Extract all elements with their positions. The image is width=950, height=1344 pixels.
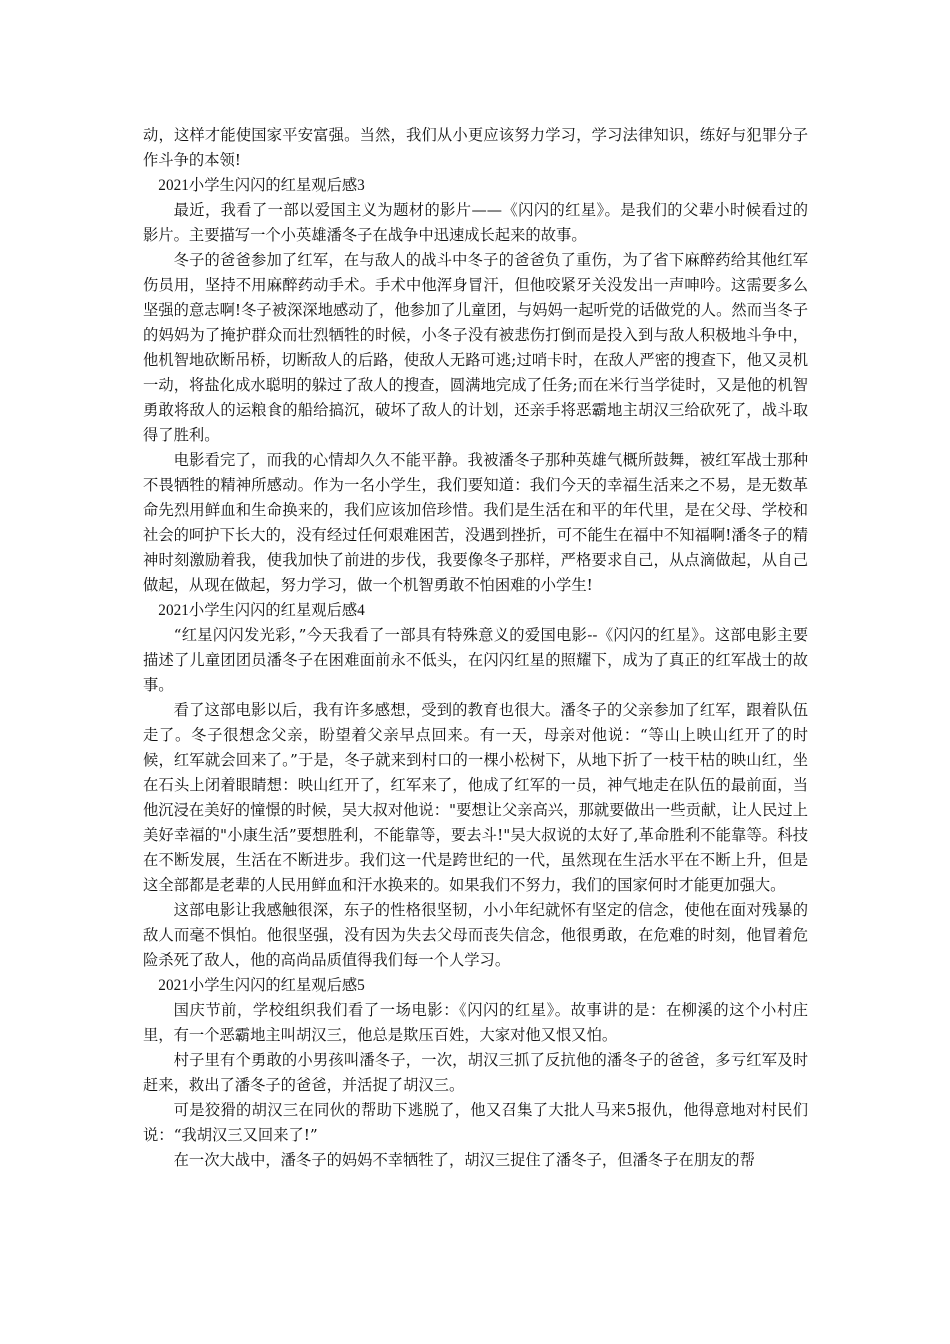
paragraph: 电影看完了，而我的心情却久久不能平静。我被潘冬子那种英雄气概所鼓舞，被红军战士那种不畏牺牲的精神所感动。作为一名小学生，我们要知道：我们今天的幸福生活来之不易，是无数革命先烈用鲜血和生命换来的，我们应该加倍珍惜。我们是生活在和平的年代里，是在父母、学校和社会的呵护下长大的，没有经过任何艰难困苦，没遇到挫折，可不能生在福中不知福啊!潘冬子的精神时刻激励着我，使我加快了前进的步伐，我要像冬子那样，严格要求自己，从点滴做起，从自己做起，从现在做起，努力学习，做一个机智勇敢不怕困难的小学生!	[143, 451, 808, 594]
paragraph: 村子里有个勇敢的小男孩叫潘冬子，一次，胡汉三抓了反抗他的潘冬子的爸爸，多亏红军及时赶来，救出了潘冬子的爸爸，并活捉了胡汉三。	[143, 1051, 808, 1094]
paragraph: 最近，我看了一部以爱国主义为题材的影片——《闪闪的红星》。是我们的父辈小时候看过的影片。主要描写一个小英雄潘冬子在战争中迅速成长起来的故事。	[143, 201, 808, 244]
paragraph: 冬子的爸爸参加了红军，在与敌人的战斗中冬子的爸爸负了重伤，为了省下麻醉药给其他红军伤员用，坚持不用麻醉药动手术。手术中他浑身冒汗，但他咬紧牙关没发出一声呻吟。这需要多么坚强的意志啊!冬子被深深地感动了，他参加了儿童团，与妈妈一起听党的话做党的人。然而当冬子的妈妈为了掩护群众而壮烈牺牲的时候，小冬子没有被悲伤打倒而是投入到与敌人积极地斗争中，他机智地砍断吊桥，切断敌人的后路，使敌人无路可逃;过哨卡时，在敌人严密的搜查下，他又灵机一动，将盐化成水聪明的躲过了敌人的搜查，圆满地完成了任务;而在米行当学徒时，又是他的机智勇敢将敌人的运粮食的船给搞沉，破坏了敌人的计划，还亲手将恶霸地主胡汉三给砍死了，战斗取得了胜利。	[143, 251, 808, 444]
section-heading: 2021小学生闪闪的红星观后感3	[158, 177, 365, 194]
document-body	[143, 123, 808, 1173]
paragraph: 在一次大战中，潘冬子的妈妈不幸牺牲了，胡汉三捉住了潘冬子，但潘冬子在朋友的帮	[173, 1151, 755, 1169]
paragraph: 动，这样才能使国家平安富强。当然，我们从小更应该努力学习，学习法律知识，练好与犯罪分子作斗争的本领!	[143, 126, 808, 169]
section-heading: 2021小学生闪闪的红星观后感5	[158, 977, 365, 994]
paragraph: 国庆节前，学校组织我们看了一场电影：《闪闪的红星》。故事讲的是：在柳溪的这个小村庄里，有一个恶霸地主叫胡汉三，他总是欺压百姓，大家对他又恨又怕。	[143, 1001, 808, 1044]
paragraph: 这部电影让我感触很深，东子的性格很坚韧，小小年纪就怀有坚定的信念，使他在面对残暴的敌人而毫不惧怕。他很坚强，没有因为失去父母而丧失信念，他很勇敢，在危难的时刻，他冒着危险杀死了敌人，他的高尚品质值得我们每一个人学习。	[143, 901, 808, 969]
paragraph: 可是狡猾的胡汉三在同伙的帮助下逃脱了，他又召集了大批人马来5报仇，他得意地对村民们说：“我胡汉三又回来了!”	[143, 1101, 808, 1144]
paragraph: “红星闪闪发光彩，”今天我看了一部具有特殊意义的爱国电影--《闪闪的红星》。这部电影主要描述了儿童团团员潘冬子在困难面前永不低头，在闪闪红星的照耀下，成为了真正的红军战士的故事。	[143, 626, 808, 694]
paragraph: 看了这部电影以后，我有许多感想，受到的教育也很大。潘冬子的父亲参加了红军，跟着队伍走了。冬子很想念父亲，盼望着父亲早点回来。有一天，母亲对他说：“等山上映山红开了的时候，红军就会回来了。”于是，冬子就来到村口的一棵小松树下，从地下折了一枝干枯的映山红，坐在石头上闭着眼睛想：映山红开了，红军来了，他成了红军的一员，神气地走在队伍的最前面，当他沉浸在美好的憧憬的时候，吴大叔对他说："要想让父亲高兴，那就要做出一些贡献，让人民过上美好幸福的"小康生活”要想胜利，不能靠等，要去斗!"吴大叔说的太好了,革命胜利不能靠等。科技在不断发展，生活在不断进步。我们这一代是跨世纪的一代，虽然现在生活水平在不断上升，但是这全部都是老辈的人民用鲜血和汗水换来的。如果我们不努力，我们的国家何时才能更加强大。	[143, 701, 808, 894]
section-heading: 2021小学生闪闪的红星观后感4	[158, 602, 365, 619]
